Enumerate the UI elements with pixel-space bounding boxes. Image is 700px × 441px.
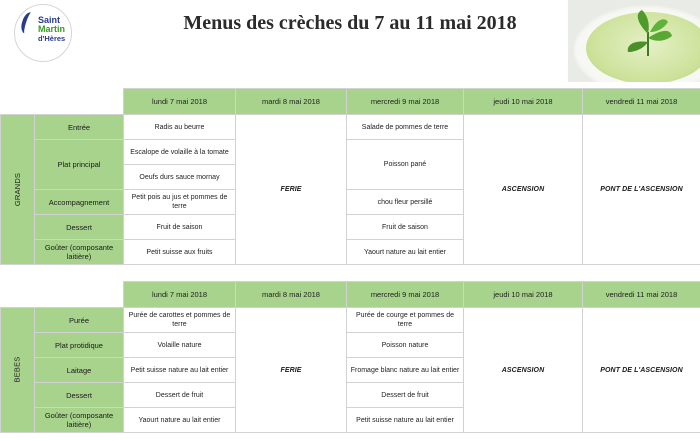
day-header-thursday: jeudi 10 mai 2018 <box>464 89 583 115</box>
category-cell: Purée <box>35 308 124 333</box>
menu-cell-monday: Fruit de saison <box>124 215 236 240</box>
header-blank <box>1 282 35 308</box>
category-cell: Dessert <box>35 215 124 240</box>
category-cell: Laitage <box>35 358 124 383</box>
menu-cell-wednesday: Poisson pané <box>347 140 464 190</box>
page-title: Menus des crèches du 7 au 11 mai 2018 <box>183 12 517 34</box>
menu-cell-monday: Radis au beurre <box>124 115 236 140</box>
category-cell: Entrée <box>35 115 124 140</box>
category-cell: Accompagnement <box>35 190 124 215</box>
day-header-wednesday: mercredi 9 mai 2018 <box>347 89 464 115</box>
group-label-grands: GRANDS <box>1 115 35 265</box>
category-cell: Goûter (composante laitière) <box>35 408 124 433</box>
menu-cell-wednesday: Fromage blanc nature au lait entier <box>347 358 464 383</box>
grands-menu-table <box>0 88 700 265</box>
menu-cell-wednesday: Poisson nature <box>347 333 464 358</box>
holiday-cell-friday: PONT DE L'ASCENSION <box>583 308 700 433</box>
menu-cell-wednesday: Salade de pommes de terre <box>347 115 464 140</box>
menu-cell-monday: Purée de carottes et pommes de terre <box>124 308 236 333</box>
menu-cell-monday: Escalope de volaille à la tomate <box>124 140 236 165</box>
menu-cell-monday: Oeufs durs sauce mornay <box>124 165 236 190</box>
holiday-cell-tuesday: FERIE <box>236 308 347 433</box>
menu-cell-wednesday: chou fleur persillé <box>347 190 464 215</box>
bebes-menu-table <box>0 281 700 433</box>
header-blank <box>35 282 124 308</box>
header-blank <box>35 89 124 115</box>
category-cell: Plat principal <box>35 140 124 190</box>
day-header-monday: lundi 7 mai 2018 <box>124 282 236 308</box>
menu-cell-monday: Dessert de fruit <box>124 383 236 408</box>
day-header-tuesday: mardi 8 mai 2018 <box>236 282 347 308</box>
day-header-wednesday: mercredi 9 mai 2018 <box>347 282 464 308</box>
menu-cell-wednesday: Dessert de fruit <box>347 383 464 408</box>
holiday-cell-friday: PONT DE L'ASCENSION <box>583 115 700 265</box>
day-header-friday: vendredi 11 mai 2018 <box>583 282 700 308</box>
menu-cell-wednesday: Purée de courge et pommes de terre <box>347 308 464 333</box>
menu-cell-monday: Petit pois au jus et pommes de terre <box>124 190 236 215</box>
logo-line-1: Saint <box>38 15 61 25</box>
group-label-bebes: BEBES <box>1 308 35 433</box>
category-cell: Plat protidique <box>35 333 124 358</box>
day-header-monday: lundi 7 mai 2018 <box>124 89 236 115</box>
holiday-cell-thursday: ASCENSION <box>464 308 583 433</box>
menu-cell-monday: Volaille nature <box>124 333 236 358</box>
category-cell: Goûter (composante laitière) <box>35 240 124 265</box>
menu-cell-wednesday: Petit suisse nature au lait entier <box>347 408 464 433</box>
menu-cell-monday: Petit suisse nature au lait entier <box>124 358 236 383</box>
parsley-garnish-icon <box>608 4 688 64</box>
logo-line-2: Martin <box>38 24 65 34</box>
menu-cell-monday: Petit suisse aux fruits <box>124 240 236 265</box>
holiday-cell-tuesday: FERIE <box>236 115 347 265</box>
holiday-cell-thursday: ASCENSION <box>464 115 583 265</box>
soup-photo <box>568 0 700 82</box>
header-blank <box>1 89 35 115</box>
menu-cell-wednesday: Yaourt nature au lait entier <box>347 240 464 265</box>
logo-line-3: d'Hères <box>38 34 66 43</box>
menu-cell-monday: Yaourt nature au lait entier <box>124 408 236 433</box>
category-cell: Dessert <box>35 383 124 408</box>
menu-cell-wednesday: Fruit de saison <box>347 215 464 240</box>
day-header-friday: vendredi 11 mai 2018 <box>583 89 700 115</box>
day-header-tuesday: mardi 8 mai 2018 <box>236 89 347 115</box>
day-header-thursday: jeudi 10 mai 2018 <box>464 282 583 308</box>
